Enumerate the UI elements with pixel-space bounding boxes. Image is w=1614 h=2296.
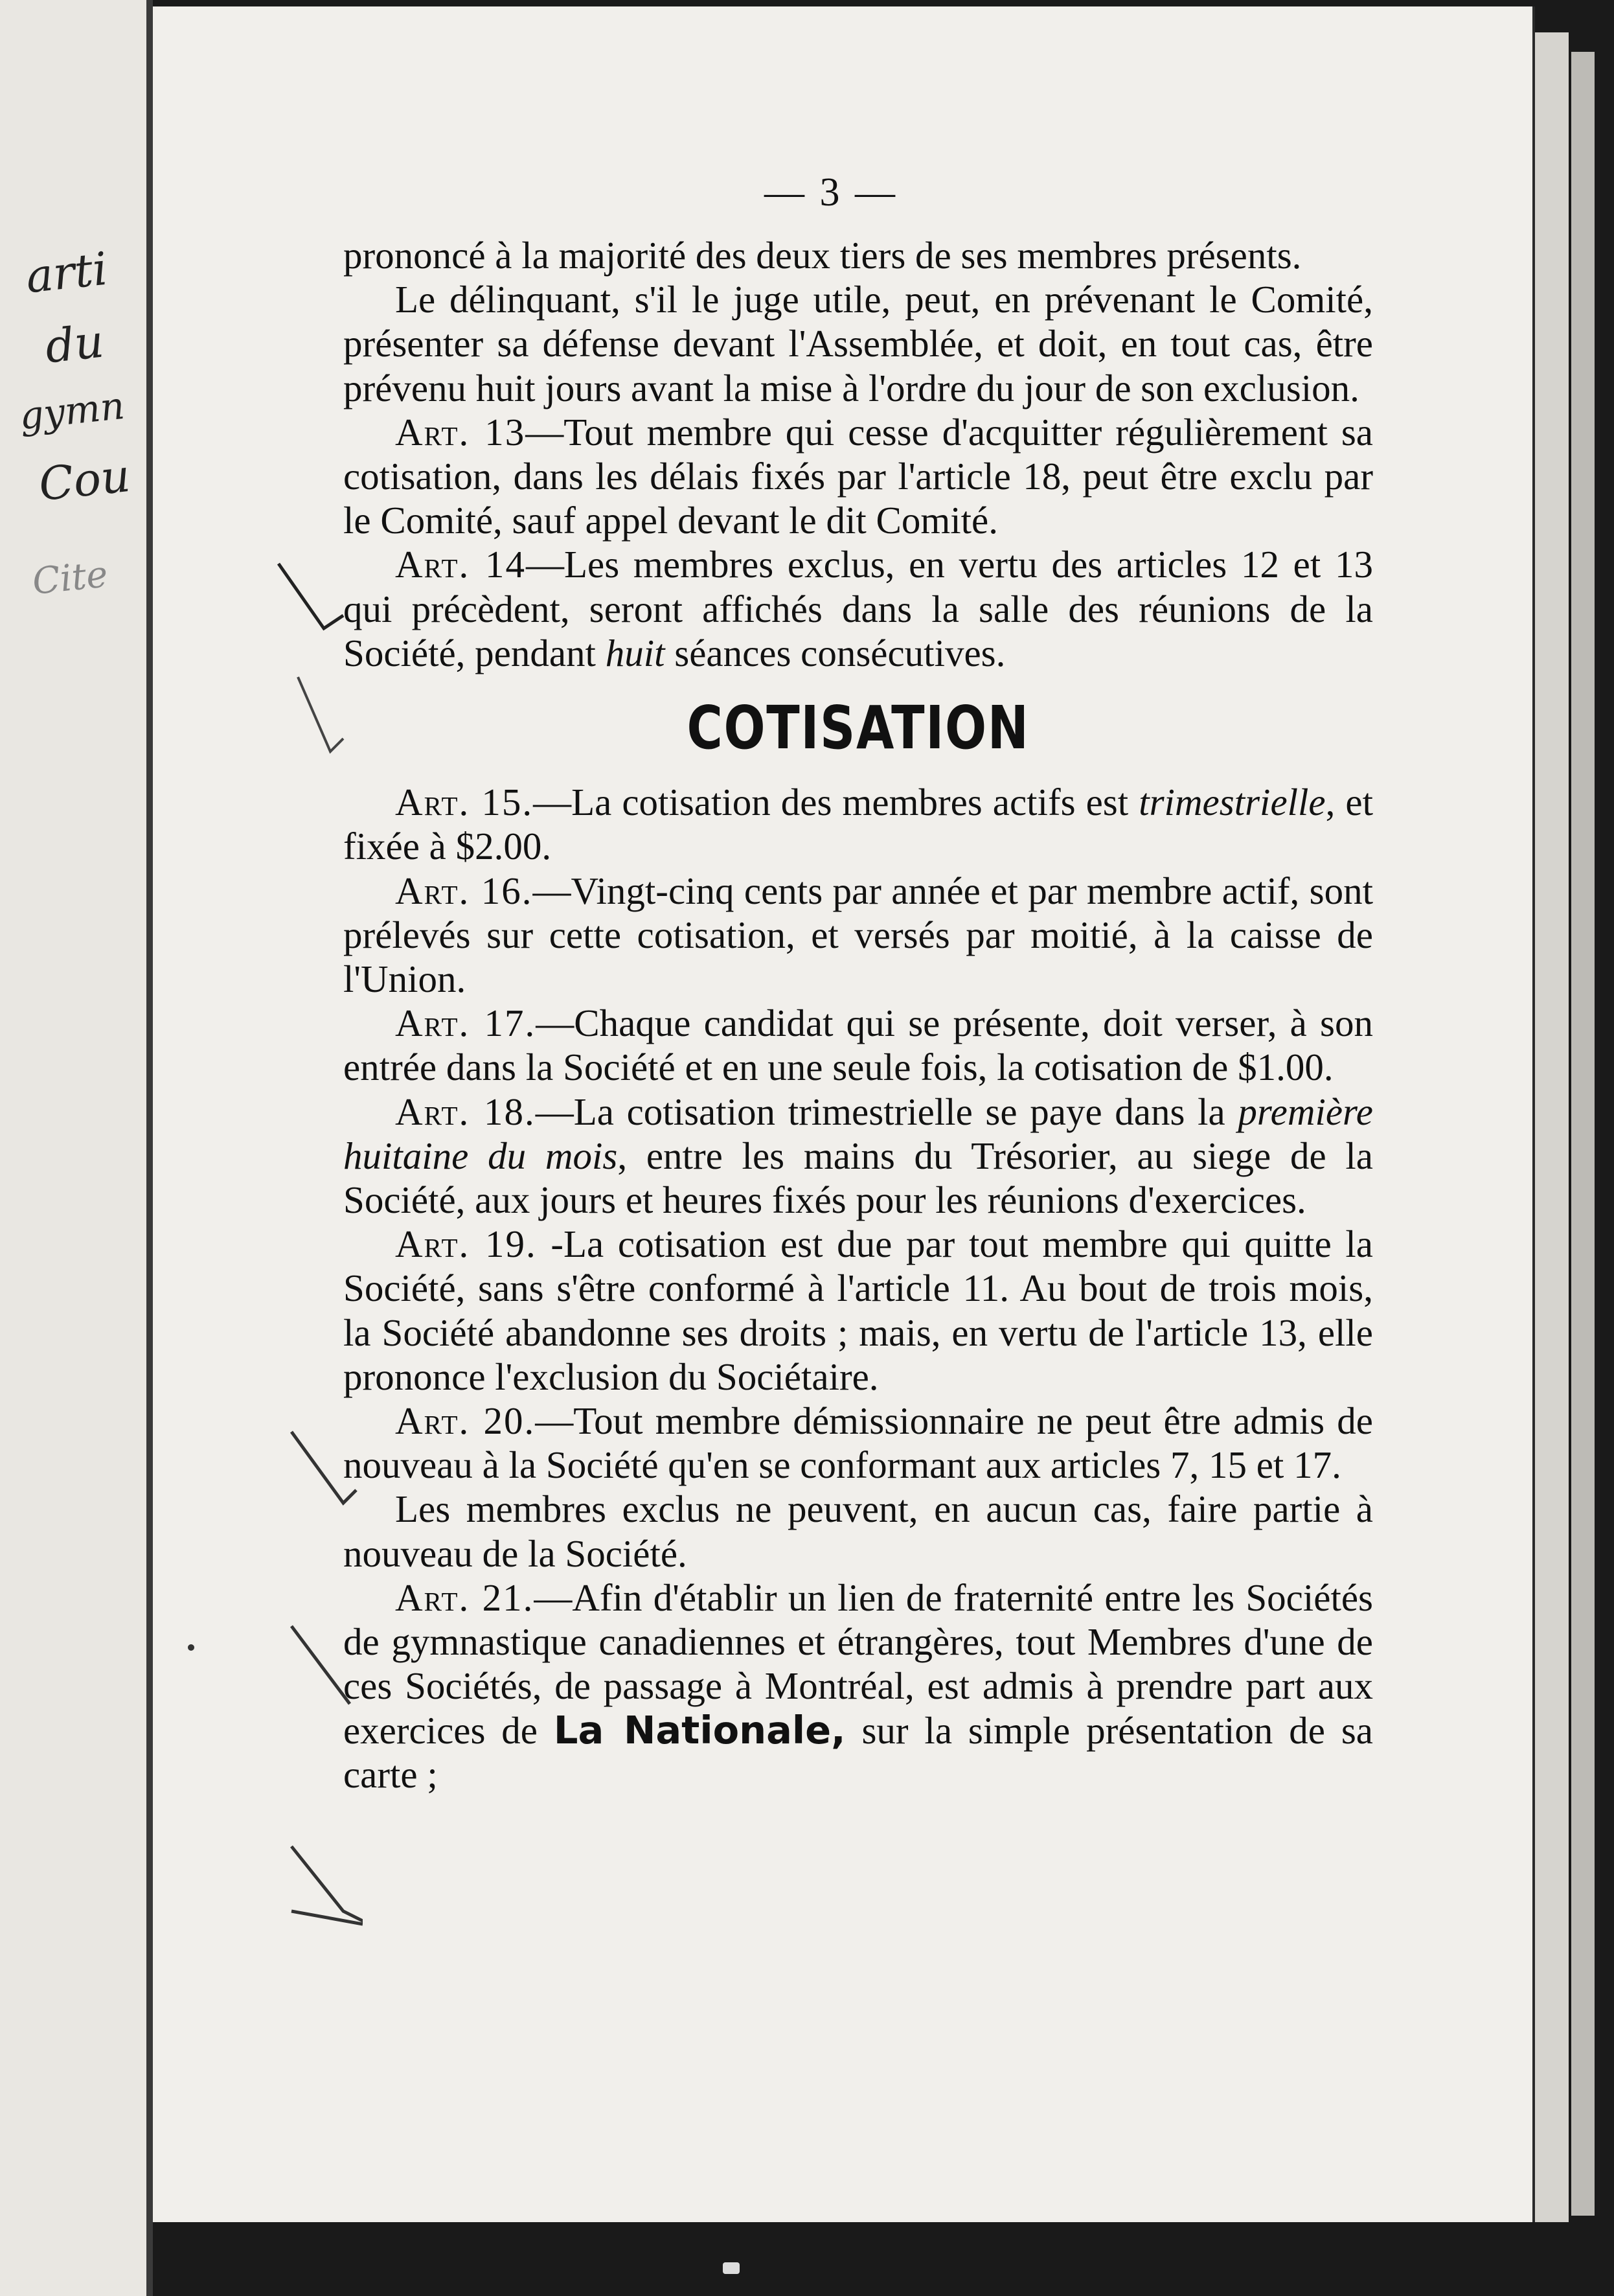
article-number: Art. 16. <box>395 869 533 912</box>
article-paragraph <box>343 1090 1373 1223</box>
paragraph: prononcé à la majorité des deux tiers de ses membres présents. <box>343 234 1302 277</box>
article-body: sur la simple présentation de sa carte ; <box>343 1708 1373 1796</box>
page-number: — 3 — <box>764 170 898 214</box>
article-italic: huit <box>605 631 665 674</box>
article-paragraph <box>343 780 1373 868</box>
article-paragraph <box>343 410 1373 543</box>
article-body: —Tout membre qui cesse d'acquitter régulièrement sa cotisation, dans les délais fixés par l'article 18, peut être exclu par le Comité, sauf appel devant le dit Comité. <box>343 410 1373 542</box>
article-body: -La cotisation est due par tout membre qui quitte la Société, sans s'être conformé à l'article 11. Au bout de trois mois, la Société abandonne ses droits ; mais, en vertu de l'article 13, elle prononce l'exclusion du Sociétaire. <box>343 1223 1373 1398</box>
ink-dot <box>188 1644 194 1651</box>
society-name: La Nationale, <box>553 1707 846 1752</box>
article-number: Art. 19. <box>395 1223 537 1266</box>
article-body: , entre les mains du Trésorier, au siege de la Société, aux jours et heures fixés pour les réunions d'exercices. <box>343 1134 1373 1222</box>
section-heading: COTISATION <box>687 693 1030 763</box>
article-body: —La cotisation des membres actifs est <box>533 781 1139 824</box>
article-number: Art. 15. <box>395 781 534 824</box>
article-number: Art. 21. <box>395 1576 534 1619</box>
article-body: séances consécutives. <box>665 631 1006 674</box>
article-number: Art. 20. <box>395 1399 536 1443</box>
article-body: —Afin d'établir un lien de fraternité entre les Sociétés de gymnastique canadiennes et étrangères, tout Membres d'une de ces Sociétés, de passage à Montréal, est admis à prendre part aux exercices de <box>343 1576 1373 1752</box>
margin-note: Cite <box>30 553 110 603</box>
article-number: Art. 13 <box>395 410 526 453</box>
article-body: —Chaque candidat qui se présente, doit verser, à son entrée dans la Société et en une seule fois, la cotisation de $1.00. <box>343 1002 1373 1089</box>
page-edge <box>1535 32 1569 2222</box>
article-italic: trimestrielle <box>1139 781 1326 824</box>
article-paragraph <box>343 1001 1373 1089</box>
article-body: —Les membres exclus, en vertu des articles 12 et 13 qui précèdent, seront affichés dans la salle des réunions de la Société, pendant <box>343 543 1373 674</box>
checkmark-icon <box>272 557 350 648</box>
page-edge <box>1571 52 1595 2216</box>
article-body: —La cotisation trimestrielle se paye dans la <box>535 1090 1238 1133</box>
article-number: Art. 18. <box>395 1090 536 1133</box>
article-body: —Vingt-cinq cents par année et par membre actif, sont prélevés sur cette cotisation, et versés par moitié, à la caisse de l'Union. <box>343 869 1373 1001</box>
article-italic: première huitaine du mois <box>343 1090 1373 1177</box>
article-body: , et fixée à $2.00. <box>343 781 1373 868</box>
facing-page <box>0 0 146 2296</box>
margin-note: du <box>42 314 106 374</box>
page-gutter <box>146 0 153 2296</box>
paragraph: Les membres exclus ne peuvent, en aucun cas, faire partie à nouveau de la Société. <box>343 1487 1373 1575</box>
margin-note: Cou <box>36 448 133 512</box>
article-text <box>343 233 1373 1797</box>
article-paragraph <box>343 869 1373 1002</box>
article-paragraph <box>343 1576 1373 1797</box>
article-paragraph <box>343 1399 1373 1487</box>
margin-note: arti <box>23 242 110 304</box>
article-paragraph <box>343 1222 1373 1399</box>
article-number: Art. 17. <box>395 1002 536 1045</box>
article-number: Art. 14 <box>395 543 527 586</box>
article-body: —Tout membre démissionnaire ne peut être admis de nouveau à la Société qu'en se conformant aux articles 7, 15 et 17. <box>343 1399 1373 1487</box>
margin-note: gymn <box>17 383 127 439</box>
paragraph: Le délinquant, s'il le juge utile, peut, en prévenant le Comité, présenter sa défense devant l'Assemblée, et doit, en tout cas, être prévenu huit jours avant la mise à l'ordre du jour de son exclusion. <box>343 278 1373 409</box>
article-paragraph <box>343 542 1373 675</box>
checkmark-icon <box>285 1840 363 1931</box>
page-artifact <box>723 2262 740 2274</box>
